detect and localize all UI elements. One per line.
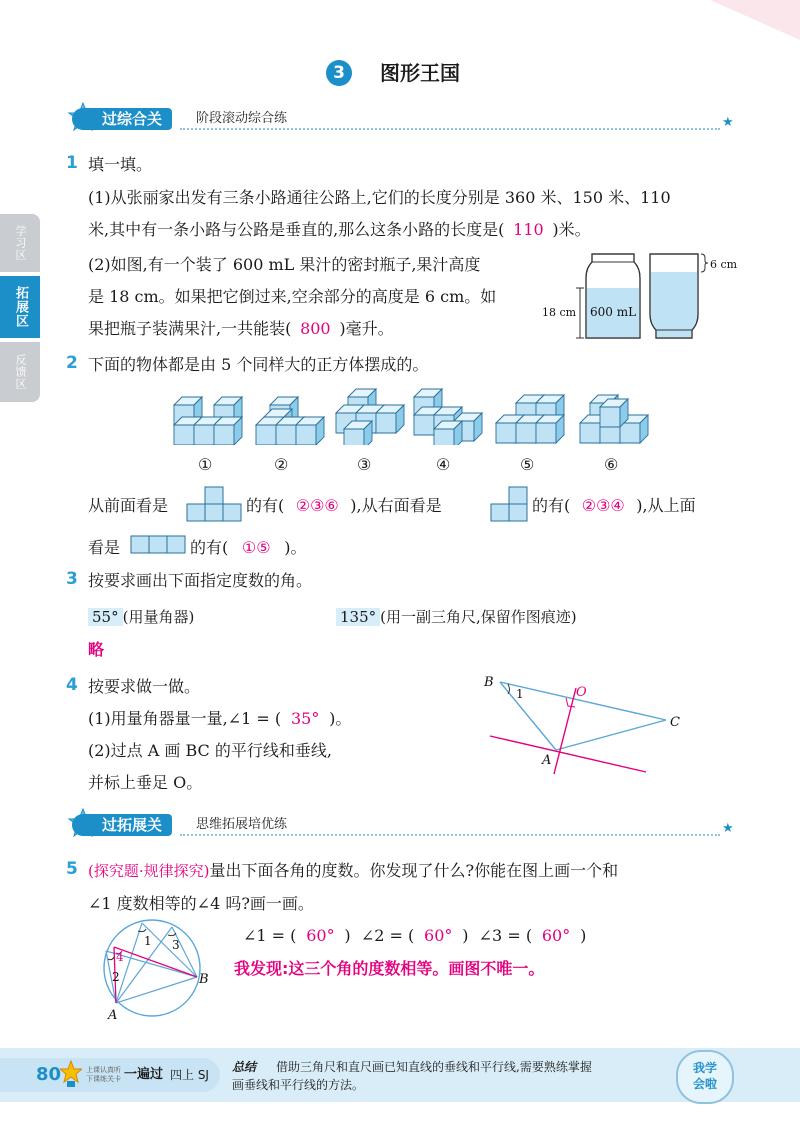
banner-label: 过综合关: [72, 108, 172, 130]
footer: [0, 1048, 800, 1102]
q4-triangle-figure: [480, 670, 700, 790]
q3-number: 3: [66, 569, 78, 589]
summary-line2: 画垂线和平行线的方法。: [232, 1078, 365, 1092]
q5-text-1: 量出下面各角的度数。你发现了什么?你能在图上画一个和: [209, 861, 619, 880]
q5-finding: 我发现:这三个角的度数相等。画图不唯一。: [234, 959, 545, 978]
height-6-label: 6 cm: [710, 258, 738, 271]
bottle-volume-label: 600 mL: [590, 305, 637, 319]
banner-divider: [180, 128, 720, 130]
learned-badge: [676, 1050, 734, 1104]
footer-mascot-icon: [60, 1060, 82, 1088]
q1-number: 1: [66, 153, 78, 173]
section-banner-comprehensive: [68, 108, 738, 130]
q5-label-3: 3: [172, 938, 180, 952]
cube-label-5: ⑤: [520, 455, 535, 474]
q5-line1: [88, 860, 618, 882]
footer-tiny-text: [86, 1066, 121, 1084]
q1-p2-line2: 是 18 cm。如果把它倒过来,空余部分的高度是 6 cm。如: [88, 287, 497, 306]
corner-decoration: [690, 0, 800, 40]
q2-text-b: 的有(: [246, 496, 285, 515]
q3-note-2: (用一副三角尺,保留作图痕迹): [380, 608, 577, 626]
q4-title: 按要求做一做。: [88, 677, 201, 696]
q5-angle-answers: [243, 925, 586, 947]
q2-title: 下面的物体都是由 5 个同样大的正方体摆成的。: [88, 355, 429, 374]
banner-label: 过拓展关: [72, 814, 172, 836]
q2-text-c: ),从右面看是: [350, 496, 442, 515]
q2-line2-answers: [190, 537, 307, 559]
q1-p1-answer: 110: [513, 220, 544, 239]
cube-label-6: ⑥: [604, 455, 619, 474]
footer-tiny-line2: 下课练关卡: [86, 1075, 121, 1083]
side-tab-extend[interactable]: 拓展区: [0, 276, 40, 338]
q4-label-O: O: [576, 685, 587, 700]
q5-a2-answer: 60°: [424, 926, 453, 945]
q2-top-view-text: 看是: [88, 538, 121, 557]
star-icon: ★: [722, 821, 734, 836]
cube-labels: [0, 454, 800, 476]
page-title: 图形王国: [380, 61, 460, 85]
q1-p1-line2: [88, 219, 591, 241]
side-tab-study[interactable]: 学习区: [0, 214, 40, 272]
footer-tiny-line1: 上课认真听: [86, 1066, 121, 1074]
q2-text-e: ),从上面: [636, 496, 696, 515]
cube-figure-5: [496, 395, 564, 443]
cube-figure-1: [174, 397, 242, 445]
brand-name: 一遍过: [124, 1067, 164, 1082]
angle-135-chip: 135°: [336, 608, 380, 626]
q3-task-2: [336, 606, 577, 628]
page-number: 80: [36, 1064, 62, 1085]
q5-label-B: B: [199, 972, 209, 987]
q5-a3-answer: 60°: [541, 926, 571, 945]
right-view-shape: [490, 486, 528, 522]
q1-p1-text-b: )米。: [552, 220, 591, 239]
cube-figure-6: [580, 395, 648, 443]
q5-number: 5: [66, 859, 78, 879]
cube-figure-2: [256, 397, 324, 445]
top-view-shape: [130, 535, 186, 555]
learned-badge-line1: 我学: [692, 1061, 717, 1075]
q5-label-A: A: [108, 1008, 118, 1023]
q5-label-2: 2: [112, 970, 120, 984]
q1-p1-text-a: 米,其中有一条小路与公路是垂直的,那么这条小路的长度是(: [88, 220, 505, 239]
banner-divider: [180, 834, 720, 836]
q4-label-1: 1: [516, 687, 524, 701]
front-view-shape: [186, 486, 242, 522]
chapter-number: 3: [333, 63, 345, 83]
height-18-label: 18 cm: [542, 306, 577, 319]
q4-part2-line1: (2)过点 A 画 BC 的平行线和垂线,: [88, 741, 332, 760]
q5-label-1: 1: [144, 934, 152, 948]
q4-p1-text-b: )。: [329, 709, 352, 728]
cube-figure-4: [414, 389, 482, 445]
q2-answer-front: ②③⑥: [295, 496, 339, 515]
q2-answer-right: ②③④: [581, 496, 625, 515]
banner-subtitle: 思维拓展培优练: [196, 817, 288, 832]
q4-p1-text-a: (1)用量角器量一量,∠1 = (: [88, 709, 282, 728]
q1-p1-line1: (1)从张丽家出发有三条小路通往公路上,它们的长度分别是 360 米、150 米、110: [88, 188, 671, 207]
section-banner-extension: [68, 814, 738, 836]
bottle-figure: [540, 250, 765, 345]
q1-p2-text-b: )毫升。: [339, 319, 394, 338]
q3-answer: 略: [88, 640, 105, 659]
q4-label-B: B: [484, 675, 494, 690]
cube-label-4: ④: [436, 455, 451, 474]
q2-number: 2: [66, 353, 78, 373]
learned-badge-line2: 会啦: [692, 1077, 717, 1091]
q2-text-d: 的有(: [532, 496, 571, 515]
side-tabs: [0, 214, 40, 402]
q2-text-g: )。: [284, 538, 307, 557]
q2-line1-answers: [246, 495, 442, 517]
cube-figure-3: [336, 389, 404, 445]
q1-p2-answer: 800: [300, 319, 331, 338]
q5-line2: ∠1 度数相等的∠4 吗?画一画。: [88, 894, 314, 913]
banner-subtitle: 阶段滚动综合练: [196, 111, 288, 126]
cube-figures: [170, 385, 650, 445]
q5-circle-figure: [92, 915, 222, 1025]
q2-front-view-text: 从前面看是: [88, 496, 169, 515]
q4-part1: [88, 708, 351, 730]
q3-task-1: [88, 606, 194, 628]
angle-55-chip: 55°: [88, 608, 123, 626]
q4-part2-line2: 并标上垂足 O。: [88, 773, 203, 792]
cube-label-1: ①: [198, 455, 213, 474]
cube-label-2: ②: [274, 455, 289, 474]
q2-line1-answers-b: [532, 495, 696, 517]
q5-a3-label: ) ∠3 = (: [462, 926, 533, 945]
q2-text-f: 的有(: [190, 538, 229, 557]
chapter-badge: [326, 60, 352, 86]
cube-label-3: ③: [357, 455, 372, 474]
q3-note-1: (用量角器): [122, 608, 195, 626]
summary-label: 总结: [232, 1060, 257, 1074]
q4-number: 4: [66, 675, 78, 695]
q5-tag: (探究题·规律探究): [88, 862, 210, 880]
q1-p2-text-a: 果把瓶子装满果汁,一共能装(: [88, 319, 292, 338]
q1-title: 填一填。: [88, 155, 153, 174]
q5-a1-label: ∠1 = (: [243, 926, 297, 945]
q3-title: 按要求画出下面指定度数的角。: [88, 571, 313, 590]
q1-p2-line3: [88, 318, 394, 340]
q5-a2-label: ) ∠2 = (: [344, 926, 415, 945]
q4-label-A: A: [542, 753, 552, 768]
q5-a1-answer: 60°: [306, 926, 335, 945]
q5-label-4: 4: [116, 950, 124, 964]
q5-close-paren: ): [580, 926, 587, 945]
q4-p1-answer: 35°: [290, 709, 320, 728]
q4-label-C: C: [670, 715, 680, 730]
q2-answer-top: ①⑤: [241, 538, 271, 557]
grade-label: 四上 SJ: [170, 1068, 209, 1082]
q1-p2-line1: (2)如图,有一个装了 600 mL 果汁的密封瓶子,果汁高度: [88, 255, 481, 274]
star-icon: ★: [722, 115, 734, 130]
side-tab-feedback[interactable]: 反馈区: [0, 342, 40, 402]
summary-line1: 借助三角尺和直尺画已知直线的垂线和平行线,需要熟练掌握: [276, 1060, 592, 1074]
